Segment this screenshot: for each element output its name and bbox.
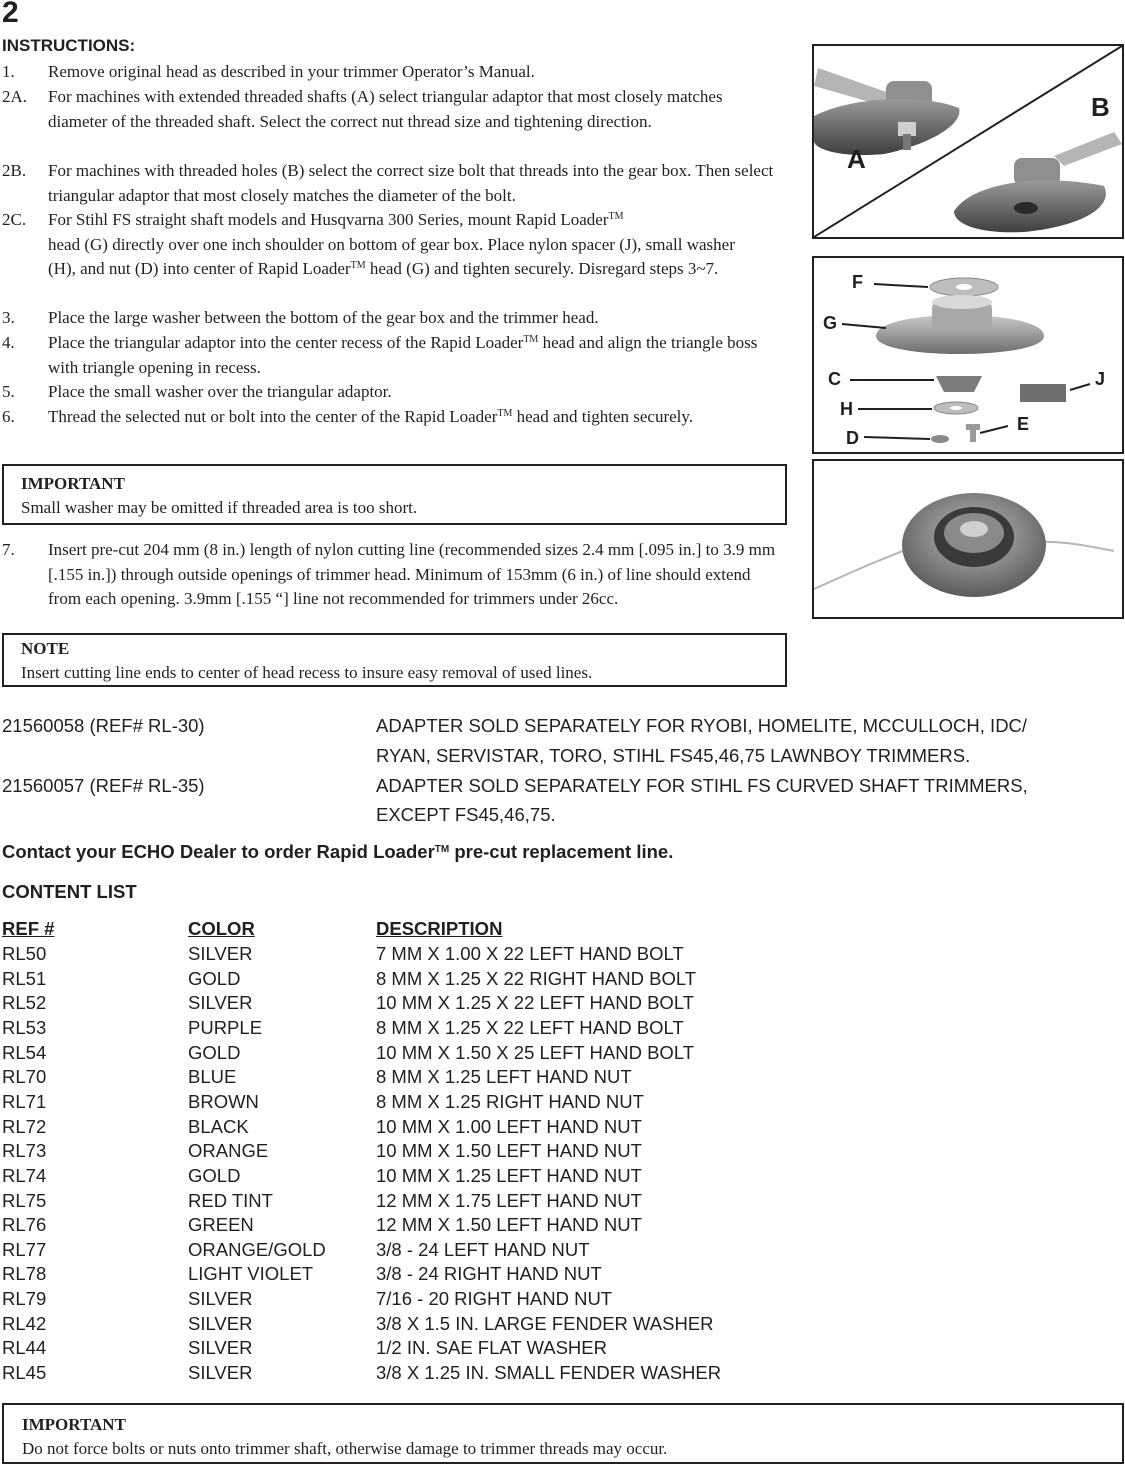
ref-cell: RL79 — [2, 1288, 47, 1310]
ref-cell: RL74 — [2, 1164, 47, 1186]
step-number: 4. — [2, 333, 15, 352]
trademark: TM — [350, 260, 366, 272]
step-number: 3. — [2, 308, 15, 327]
color-cell: GREEN — [188, 1214, 254, 1236]
adapter-desc: EXCEPT FS45,46,75. — [376, 804, 556, 825]
figure-label-a: A — [847, 144, 866, 174]
content-list-heading: CONTENT LIST — [2, 881, 137, 902]
step-6 — [2, 405, 792, 430]
description-cell: 8 MM X 1.25 LEFT HAND NUT — [376, 1066, 632, 1088]
trademark: TM — [497, 408, 513, 419]
description-cell: 7 MM X 1.00 X 22 LEFT HAND BOLT — [376, 943, 684, 964]
description-cell: 12 MM X 1.75 LEFT HAND NUT — [376, 1189, 642, 1211]
ref-cell: RL78 — [2, 1263, 47, 1285]
ref-cell: RL70 — [2, 1066, 47, 1088]
ref-cell: RL51 — [2, 967, 47, 989]
figure-assembled-illustration — [814, 461, 1122, 617]
color-cell: ORANGE/GOLD — [188, 1238, 326, 1260]
step-number: 2B. — [2, 161, 27, 180]
adapter-desc: RYAN, SERVISTAR, TORO, STIHL FS45,46,75 LAWNBOY TRIMMERS. — [376, 745, 971, 766]
color-cell: SILVER — [188, 1337, 253, 1359]
ref-cell: RL72 — [2, 1115, 47, 1137]
ref-cell: RL71 — [2, 1090, 47, 1112]
ref-cell: RL44 — [2, 1337, 47, 1359]
important-box-2 — [2, 1403, 1124, 1464]
color-cell: PURPLE — [188, 1016, 263, 1038]
instructions-heading: INSTRUCTIONS: — [2, 36, 136, 55]
column-header-description: DESCRIPTION — [376, 918, 503, 939]
step-number: 2A. — [2, 87, 28, 106]
figure-label-f: F — [852, 272, 863, 292]
color-cell: SILVER — [188, 1312, 253, 1334]
trademark: TM — [608, 211, 624, 222]
ref-cell: RL50 — [2, 943, 47, 964]
step-text: Thread the selected nut or bolt into the center of the Rapid Loader™ head and tighten securely. — [48, 407, 694, 426]
color-cell: SILVER — [188, 1362, 253, 1384]
step-text: For machines with threaded holes (B) select the correct size bolt that threads into the gear box. Then select triangular adaptor that most closely matches the diameter of the bolt. — [48, 161, 774, 205]
adapter-desc: ADAPTER SOLD SEPARATELY FOR RYOBI, HOMELITE, MCCULLOCH, IDC/ — [376, 715, 1028, 736]
description-cell: 10 MM X 1.25 LEFT HAND NUT — [376, 1164, 642, 1186]
color-cell: BLACK — [188, 1115, 249, 1137]
important-body: Small washer may be omitted if threaded area is too short. — [21, 498, 418, 517]
ref-cell: RL45 — [2, 1362, 47, 1384]
color-cell: GOLD — [188, 967, 241, 989]
description-cell: 10 MM X 1.00 LEFT HAND NUT — [376, 1115, 642, 1137]
step-number: 7. — [2, 540, 15, 559]
figure-assembled-head — [812, 459, 1124, 619]
figure-label-h: H — [840, 399, 853, 419]
note-box — [2, 633, 787, 687]
step-4 — [2, 331, 792, 380]
ref-cell: RL54 — [2, 1041, 47, 1063]
step-text: For Stihl FS straight shaft models and Husqvarna 300 Series, mount Rapid Loader™ head (G) directly over one inch shoulder on bottom of gear box. Place nylon spacer (J), small washer (H), and nut (D) into center of Rapid Loader™ head (G) and tighten securely. Disregard steps 3~7. — [48, 210, 735, 279]
page-number: 2 — [2, 0, 19, 29]
description-cell: 1/2 IN. SAE FLAT WASHER — [376, 1337, 607, 1359]
color-cell: SILVER — [188, 1288, 253, 1310]
ref-cell: RL73 — [2, 1140, 47, 1162]
step-3 — [2, 306, 792, 331]
step-number: 1. — [2, 62, 15, 81]
color-cell: GOLD — [188, 1164, 241, 1186]
description-cell: 7/16 - 20 RIGHT HAND NUT — [376, 1288, 613, 1310]
color-cell: GOLD — [188, 1041, 241, 1063]
description-cell: 8 MM X 1.25 X 22 LEFT HAND BOLT — [376, 1016, 684, 1038]
step-5 — [2, 380, 792, 405]
figure-label-e: E — [1017, 414, 1030, 434]
adapter-desc: ADAPTER SOLD SEPARATELY FOR STIHL FS CURVED SHAFT TRIMMERS, — [376, 775, 1028, 796]
description-cell: 3/8 X 1.5 IN. LARGE FENDER WASHER — [376, 1312, 714, 1334]
figure-shaft-types — [812, 44, 1124, 239]
important-title: IMPORTANT — [21, 474, 125, 493]
ref-cell: RL52 — [2, 992, 47, 1014]
description-cell: 3/8 - 24 LEFT HAND NUT — [376, 1238, 590, 1260]
column-header-ref: REF # — [2, 918, 55, 939]
figure-label-g: G — [823, 313, 838, 333]
step-text: For machines with extended threaded shafts (A) select triangular adaptor that most closely matches diameter of the threaded shaft. Select the correct nut thread size and tightening direction. — [48, 87, 723, 131]
ref-cell: RL77 — [2, 1238, 47, 1260]
color-cell: LIGHT VIOLET — [188, 1263, 314, 1285]
adapter-ref: 21560058 (REF# RL-30) — [2, 715, 205, 736]
step-number: 5. — [2, 382, 15, 401]
step-number: 2C. — [2, 210, 27, 229]
color-cell: RED TINT — [188, 1189, 273, 1211]
column-header-color: COLOR — [188, 918, 255, 939]
step-2b — [2, 159, 792, 208]
description-cell: 10 MM X 1.25 X 22 LEFT HAND BOLT — [376, 992, 695, 1014]
description-cell: 3/8 - 24 RIGHT HAND NUT — [376, 1263, 602, 1285]
description-cell: 10 MM X 1.50 LEFT HAND NUT — [376, 1140, 642, 1162]
description-cell: 8 MM X 1.25 RIGHT HAND NUT — [376, 1090, 644, 1112]
color-cell: BROWN — [188, 1090, 259, 1112]
color-cell: SILVER — [188, 943, 253, 964]
note-title: NOTE — [21, 639, 70, 658]
step-text: Insert pre-cut 204 mm (8 in.) length of nylon cutting line (recommended sizes 2.4 mm [.095 in.] to 3.9 mm [.155 in.]) through outside openings of trimmer head. Minimum of 153mm (6 in.) of line should extend from each opening. 3.9mm [.155 “] line not recommended for trimmers under 26cc. — [48, 540, 776, 609]
figure-label-d: D — [846, 428, 859, 448]
ref-cell: RL53 — [2, 1016, 47, 1038]
note-body: Insert cutting line ends to center of head recess to insure easy removal of used lines. — [21, 663, 593, 682]
step-text: Place the small washer over the triangular adaptor. — [48, 382, 392, 401]
color-cell: SILVER — [188, 992, 253, 1014]
step-1 — [2, 60, 792, 85]
contact-dealer: Contact your ECHO Dealer to order Rapid Loader™ pre-cut replacement line. — [2, 841, 674, 862]
figure-label-j: J — [1095, 369, 1106, 389]
step-text: Place the triangular adaptor into the center recess of the Rapid Loader™ head and align the triangle boss with triangle opening in recess. — [48, 333, 758, 377]
ref-cell: RL42 — [2, 1312, 47, 1334]
ref-cell: RL76 — [2, 1214, 47, 1236]
important-body: Do not force bolts or nuts onto trimmer shaft, otherwise damage to trimmer threads may occur. — [22, 1439, 668, 1458]
figure-label-c: C — [828, 369, 841, 389]
ref-cell: RL75 — [2, 1189, 47, 1211]
description-cell: 10 MM X 1.50 X 25 LEFT HAND BOLT — [376, 1041, 695, 1063]
color-cell: ORANGE — [188, 1140, 269, 1162]
adapter-ref: 21560057 (REF# RL-35) — [2, 775, 205, 796]
figure-shaft-types-illustration — [814, 46, 1122, 237]
important-title: IMPORTANT — [22, 1415, 126, 1434]
step-7 — [2, 538, 792, 612]
color-cell: BLUE — [188, 1066, 237, 1088]
description-cell: 8 MM X 1.25 X 22 RIGHT HAND BOLT — [376, 967, 697, 989]
trademark: TM — [523, 334, 539, 345]
figure-exploded-parts — [812, 256, 1124, 454]
step-2c — [2, 208, 792, 282]
trademark: TM — [434, 844, 450, 855]
step-number: 6. — [2, 407, 15, 426]
description-cell: 12 MM X 1.50 LEFT HAND NUT — [376, 1214, 642, 1236]
figure-label-b: B — [1091, 92, 1110, 122]
step-text: Place the large washer between the bottom of the gear box and the trimmer head. — [48, 308, 599, 327]
important-box — [2, 464, 787, 525]
step-text: Remove original head as described in your trimmer Operator’s Manual. — [48, 62, 535, 81]
description-cell: 3/8 X 1.25 IN. SMALL FENDER WASHER — [376, 1362, 722, 1384]
step-2a — [2, 85, 792, 134]
